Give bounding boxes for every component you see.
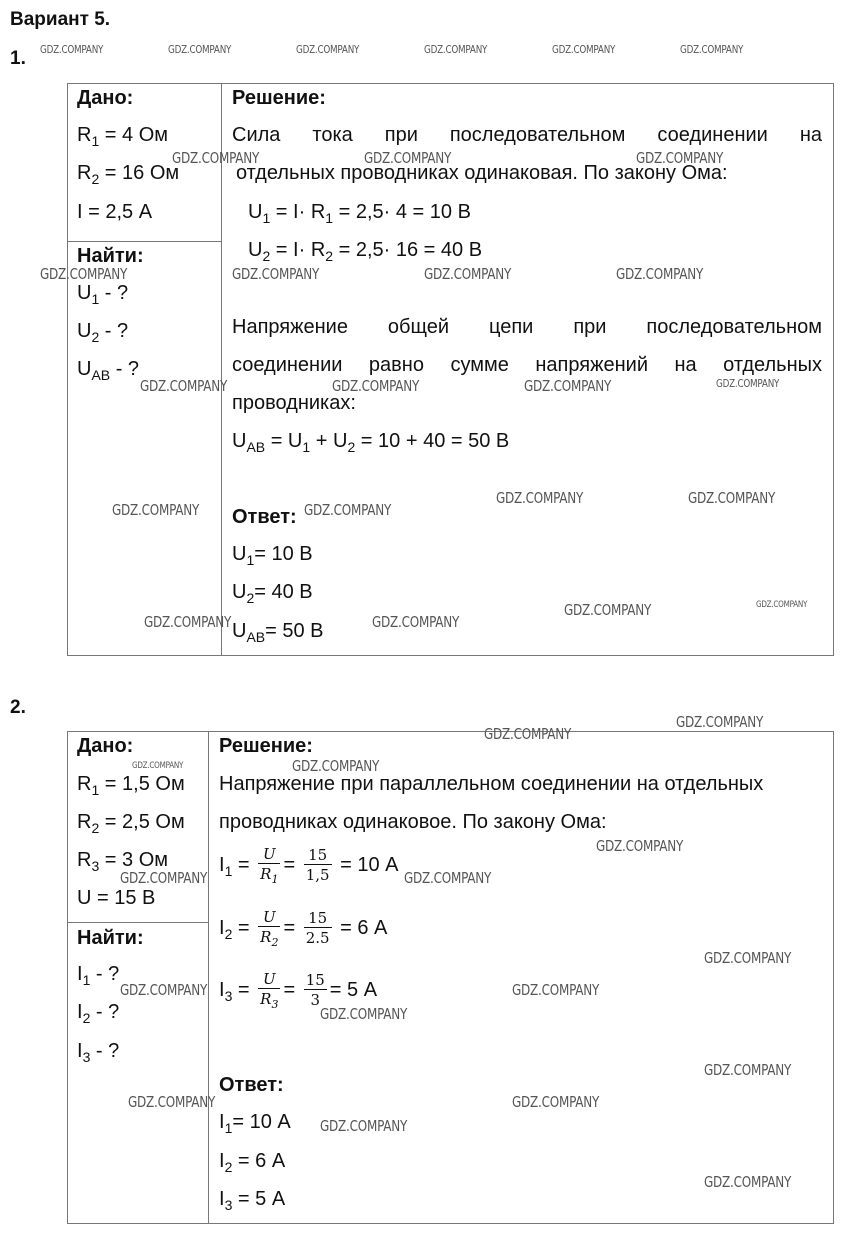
fraction: $\frac{U}{R_2}$ [260,908,279,949]
watermark: GDZ.COMPANY [140,377,228,395]
watermark: GDZ.COMPANY [120,869,208,887]
table-border-bottom [67,1223,833,1224]
fraction: $\frac{U}{R_3}$ [260,970,279,1011]
fraction: $\frac{15}{2.5}$ [305,909,330,947]
equation-u2: $U_2 = I\cdot R_2 = 2,5\cdot 16 = 40$ В [248,239,483,264]
find-item: $I_2$ - ? [77,1001,120,1026]
watermark: GDZ.COMPANY [232,265,320,283]
watermark: GDZ.COMPANY [404,869,492,887]
watermark: GDZ.COMPANY [296,43,360,56]
watermark: GDZ.COMPANY [168,43,232,56]
watermark: GDZ.COMPANY [564,601,652,619]
find-item: $I_3$ - ? [77,1040,120,1065]
find-item: $U_2$ - ? [77,320,129,345]
problem-1-number: 1. [10,48,26,69]
fraction: $\frac{U}{R_1}$ [260,845,279,886]
table-divider-vertical [208,731,209,1224]
solution-header: Решение: [219,735,313,757]
watermark: GDZ.COMPANY [132,761,184,771]
watermark: GDZ.COMPANY [680,43,744,56]
watermark: GDZ.COMPANY [688,489,776,507]
table-border-left [67,83,68,656]
solution-text-line: отдельных проводниках одинаковая. По закону Ома: [236,162,728,184]
solution-text-line: соединении равно сумме напряжений на отдельных [232,354,822,376]
watermark: GDZ.COMPANY [636,149,724,167]
watermark: GDZ.COMPANY [320,1117,408,1135]
find-header: Найти: [77,245,144,267]
equation-uab: $U_{AB} = U_1 + U_2 = 10 + 40 = 50$ В [232,430,510,455]
find-item: $U_{AB}$ - ? [77,358,140,383]
watermark: GDZ.COMPANY [292,757,380,775]
given-item: U = 15 В [77,887,156,909]
find-item: $I_1$ - ? [77,963,120,988]
equation-i1: $I_1$ = $\frac{U}{R_1}$ = $\frac{15}{1,5}$ = 10 А [219,845,399,886]
solution-header: Решение: [232,87,326,109]
fraction: $\frac{15}{1,5}$ [305,846,330,884]
watermark: GDZ.COMPANY [596,837,684,855]
answer-item: $U_2= 40$ В [232,581,313,606]
watermark: GDZ.COMPANY [40,43,104,56]
watermark: GDZ.COMPANY [40,265,128,283]
answer-item: $I_3 = 5$ А [219,1188,286,1213]
find-item: $U_1$ - ? [77,282,129,307]
answer-header: Ответ: [219,1074,284,1096]
given-item: $R_3 = 3$ Ом [77,849,169,874]
watermark: GDZ.COMPANY [704,1173,792,1191]
watermark: GDZ.COMPANY [524,377,612,395]
watermark: GDZ.COMPANY [424,43,488,56]
watermark: GDZ.COMPANY [756,600,808,610]
watermark: GDZ.COMPANY [704,1061,792,1079]
problem-2-number: 2. [10,697,26,718]
table-border-right [833,83,834,656]
fraction: $\frac{15}{3}$ [305,971,325,1009]
given-item: $R_1 = 1,5$ Ом [77,773,185,798]
given-item: $R_1 = 4$ Ом [77,124,169,149]
table-divider-given-find [67,241,222,242]
answer-item: $I_2 = 6$ А [219,1150,286,1175]
watermark: GDZ.COMPANY [512,1093,600,1111]
solution-text-line: проводниках одинаковое. По закону Ома: [219,811,607,833]
equation-i2: $I_2$ = $\frac{U}{R_2}$ = $\frac{15}{2.5}$ = 6 А [219,908,388,949]
watermark: GDZ.COMPANY [372,613,460,631]
given-item: $R_2 = 2,5$ Ом [77,811,185,836]
table-divider-given-find [67,922,209,923]
answer-header: Ответ: [232,506,297,528]
watermark: GDZ.COMPANY [364,149,452,167]
find-header: Найти: [77,927,144,949]
given-header: Дано: [77,87,134,109]
watermark: GDZ.COMPANY [144,613,232,631]
given-item: $R_2 = 16$ Ом [77,162,180,187]
watermark: GDZ.COMPANY [552,43,616,56]
watermark: GDZ.COMPANY [128,1093,216,1111]
watermark: GDZ.COMPANY [484,725,572,743]
table-divider-vertical [221,83,222,656]
watermark: GDZ.COMPANY [716,377,780,390]
solution-text-line: Сила тока при последовательном соединении на [232,124,822,146]
watermark: GDZ.COMPANY [332,377,420,395]
solution-text-line: проводниках: [232,392,356,414]
watermark: GDZ.COMPANY [320,1005,408,1023]
variant-title: Вариант 5. [10,9,111,30]
watermark: GDZ.COMPANY [304,501,392,519]
table-border-left [67,731,68,1224]
solution-text-line: Напряжение при параллельном соединении на отдельных [219,773,764,795]
solution-text-line: Напряжение общей цепи при последовательном [232,316,822,338]
answer-item: $U_{AB}= 50$ В [232,620,324,645]
watermark: GDZ.COMPANY [616,265,704,283]
answer-item: $I_1= 10$ А [219,1111,291,1136]
watermark: GDZ.COMPANY [120,981,208,999]
given-item: I = 2,5 А [77,201,153,223]
watermark: GDZ.COMPANY [676,713,764,731]
watermark: GDZ.COMPANY [172,149,260,167]
watermark: GDZ.COMPANY [512,981,600,999]
answer-item: $U_1= 10$ В [232,543,313,568]
watermark: GDZ.COMPANY [496,489,584,507]
table-border-top [67,731,833,732]
table-border-top [67,83,833,84]
given-header: Дано: [77,735,134,757]
watermark: GDZ.COMPANY [424,265,512,283]
table-border-bottom [67,655,833,656]
table-border-right [833,731,834,1224]
equation-u1: $U_1 = I\cdot R_1 = 2,5\cdot 4 = 10$ В [248,201,471,226]
watermark: GDZ.COMPANY [704,949,792,967]
watermark: GDZ.COMPANY [112,501,200,519]
equation-i3: $I_3$ = $\frac{U}{R_3}$ = $\frac{15}{3}$ = 5 А [219,970,378,1011]
